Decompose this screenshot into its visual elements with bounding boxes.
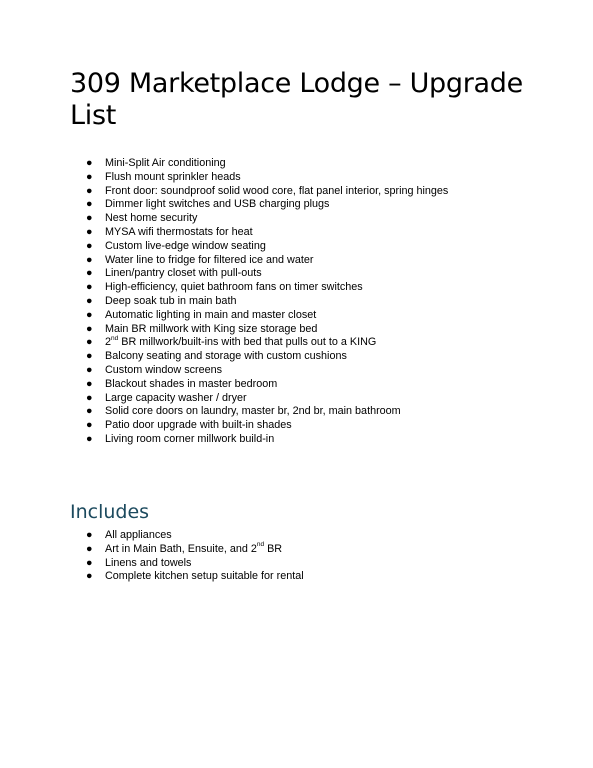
ordinal-number: 2 — [105, 336, 112, 349]
list-item — [86, 350, 448, 364]
bullet-icon: ● — [86, 239, 93, 252]
bullet-icon: ● — [86, 570, 93, 583]
list-item-text: High-efficiency, quiet bathroom fans on timer switches — [105, 281, 363, 294]
list-item — [86, 529, 304, 543]
list-item-text: Linens and towels — [105, 556, 192, 569]
bullet-icon: ● — [86, 281, 93, 294]
list-item-text: Custom live-edge window seating — [105, 239, 266, 252]
list-item — [86, 570, 304, 584]
list-item — [86, 543, 304, 557]
bullet-icon: ● — [86, 267, 93, 280]
bullet-icon: ● — [86, 419, 93, 432]
bullet-icon: ● — [86, 212, 93, 225]
bullet-icon: ● — [86, 225, 93, 238]
list-item-text: Nest home security — [105, 212, 198, 225]
list-item — [86, 295, 448, 309]
bullet-icon: ● — [86, 253, 93, 266]
list-item-text: Deep soak tub in main bath — [105, 294, 237, 307]
list-item-text: Living room corner millwork build-in — [105, 432, 275, 445]
list-item — [86, 240, 448, 254]
list-item-text: Mini-Split Air conditioning — [105, 157, 226, 169]
list-item — [86, 212, 448, 226]
bullet-icon: ● — [86, 377, 93, 390]
document-title: 309 Marketplace Lodge – Upgrade List — [70, 68, 523, 131]
list-item-text: Complete kitchen setup suitable for rental — [105, 570, 304, 583]
bullet-icon: ● — [86, 157, 93, 169]
list-item-text-lead: Art in Main Bath, Ensuite, and 2 — [105, 542, 257, 555]
list-item — [86, 433, 448, 447]
list-item — [86, 323, 448, 337]
list-item-text: Balcony seating and storage with custom cushions — [105, 350, 347, 363]
list-item-text — [105, 336, 376, 348]
list-item-text: Water line to fridge for filtered ice and water — [105, 253, 314, 266]
bullet-icon: ● — [86, 308, 93, 321]
list-item-text: Flush mount sprinkler heads — [105, 170, 241, 183]
list-item — [86, 281, 448, 295]
list-item — [86, 157, 448, 171]
ordinal-suffix: nd — [256, 541, 265, 549]
bullet-icon: ● — [86, 170, 93, 183]
list-item — [86, 198, 448, 212]
bullet-icon: ● — [86, 350, 93, 363]
bullet-icon: ● — [86, 198, 93, 211]
list-item-text — [105, 543, 282, 555]
list-item-text: Blackout shades in master bedroom — [105, 377, 278, 390]
list-item-text: Linen/pantry closet with pull-outs — [105, 267, 262, 280]
upgrade-list — [86, 157, 448, 447]
bullet-icon: ● — [86, 405, 93, 418]
list-item-text: Patio door upgrade with built-in shades — [105, 419, 292, 432]
bullet-icon: ● — [86, 322, 93, 335]
list-item — [86, 185, 448, 199]
bullet-icon: ● — [86, 184, 93, 197]
list-item-text-tail: BR — [264, 542, 283, 555]
list-item — [86, 309, 448, 323]
list-item — [86, 419, 448, 433]
list-item — [86, 392, 448, 406]
bullet-icon: ● — [86, 529, 93, 541]
list-item-text: All appliances — [105, 529, 172, 541]
list-item — [86, 557, 304, 571]
bullet-icon: ● — [86, 432, 93, 445]
bullet-icon: ● — [86, 363, 93, 376]
list-item-text: MYSA wifi thermostats for heat — [105, 225, 253, 238]
list-item-text: Front door: soundproof solid wood core, flat panel interior, spring hinges — [105, 184, 449, 197]
list-item — [86, 336, 448, 350]
list-item — [86, 378, 448, 392]
bullet-icon: ● — [86, 391, 93, 404]
list-item — [86, 267, 448, 281]
bullet-icon: ● — [86, 294, 93, 307]
bullet-icon: ● — [86, 542, 93, 555]
list-item-text: Automatic lighting in main and master closet — [105, 308, 317, 321]
bullet-icon: ● — [86, 336, 93, 349]
list-item — [86, 226, 448, 240]
list-item-text: Solid core doors on laundry, master br, 2nd br, main bathroom — [105, 405, 401, 418]
list-item — [86, 405, 448, 419]
bullet-icon: ● — [86, 556, 93, 569]
list-item — [86, 171, 448, 185]
list-item-text: Dimmer light switches and USB charging plugs — [105, 198, 330, 211]
list-item-text-rest: BR millwork/built-ins with bed that pulls out to a KING — [118, 336, 377, 349]
list-item — [86, 254, 448, 268]
includes-heading: Includes — [70, 501, 150, 523]
ordinal-suffix: nd — [111, 334, 119, 342]
list-item-text: Large capacity washer / dryer — [105, 391, 247, 404]
includes-list — [86, 529, 304, 584]
list-item-text: Main BR millwork with King size storage bed — [105, 322, 318, 335]
list-item — [86, 364, 448, 378]
list-item-text: Custom window screens — [105, 363, 223, 376]
